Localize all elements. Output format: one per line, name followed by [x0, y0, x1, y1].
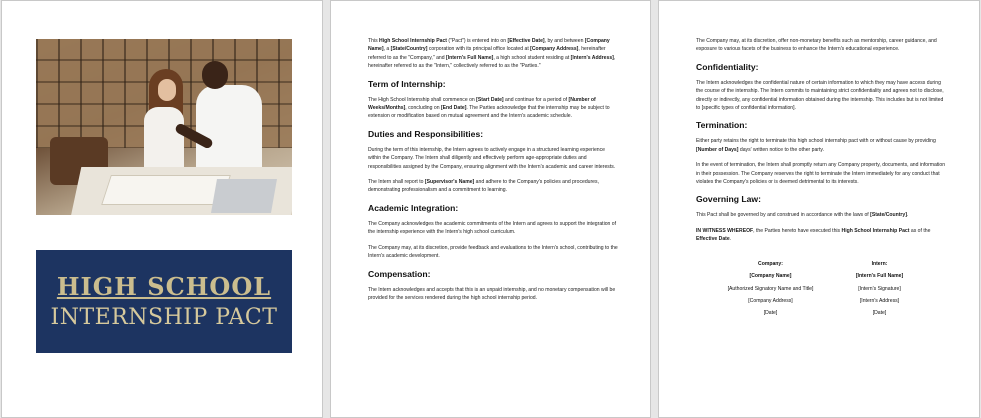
company-name-field: [Company Name]	[749, 273, 792, 280]
company-signature-column	[716, 258, 825, 320]
intern-signature-field: [Intern's Signature]	[858, 285, 901, 292]
witness-paragraph: IN WITNESS WHEREOF, the Parties hereto have executed this High School Internship Pact as of the Effective Date.	[696, 227, 931, 243]
duties-paragraph-2: The Intern shall report to [Supervisor's Name] and adhere to the Company's policies and procedures, demonstrating professionalism and a commitment to learning.	[368, 179, 599, 194]
cover-title-block	[36, 250, 292, 353]
compensation-paragraph-2: The Company may, at its discretion, offer non-monetary benefits such as mentorship, career guidance, and exposure to various facets of the business to enhance the Intern's educational experience.	[696, 38, 937, 53]
intro-paragraph: This High School Internship Pact ("Pact") is entered into on [Effective Date], by and between [Company Name], a [State/Country] corporation with its principal office located at [Company Address], hereinafter referred to as the "Company," and [Intern's Full Name], a high school student residing at [Intern's Address], hereinafter referred to as the "Intern," collectively referred to as the "Parties."	[368, 38, 616, 70]
intern-date-field: [Date]	[872, 310, 887, 317]
company-signatory-field: [Authorized Signatory Name and Title]	[727, 285, 814, 292]
document-page-cover	[1, 0, 323, 418]
confidentiality-paragraph: The Intern acknowledges the confidential nature of certain information to which they may have access during the course of the internship. The Intern commits to maintaining strict confidentiality and agrees not to disclose, directly or indirectly, any confidential information obtained during the internship. This includes but is not limited to [specific types of confidential information].	[696, 79, 944, 112]
section-heading-term: Term of Internship:	[368, 78, 446, 89]
academic-paragraph-2: The Company may, at its discretion, provide feedback and evaluations to the Intern's school, contributing to the Intern's academic development.	[368, 244, 618, 260]
intern-signature-heading: Intern:	[871, 260, 888, 267]
signature-block	[696, 258, 946, 320]
section-heading-governing-law: Governing Law:	[696, 194, 761, 205]
governing-law-paragraph: This Pact shall be governed by and construed in accordance with the laws of [State/Country].	[696, 212, 909, 219]
compensation-paragraph-1: The Intern acknowledges and accepts that this is an unpaid internship, and no monetary compensation will be provided for the services rendered during the high school internship period.	[368, 286, 616, 301]
intern-address-field: [Intern's Address]	[859, 297, 900, 304]
company-signature-heading: Company:	[758, 260, 783, 267]
cover-title-line1: HIGH SCHOOL	[56, 272, 272, 301]
document-page-3	[658, 0, 980, 418]
duties-paragraph-1: During the term of this internship, the Intern agrees to actively engage in a structured learning experience within the Company. The Intern shall diligently and effectively perform age-appropriate duties and responsibilities assigned by the Company, ensuring alignment with the Intern's academic and career interests.	[368, 146, 616, 170]
academic-paragraph-1: The Company acknowledges the academic commitments of the Intern and agrees to support the integration of the internship experience with the Intern's high school curriculum.	[368, 220, 617, 236]
section-heading-academic: Academic Integration:	[368, 202, 459, 213]
intern-signature-column	[825, 258, 934, 320]
company-date-field: [Date]	[763, 310, 778, 317]
intern-name-field: [Intern's Full Name]	[855, 273, 904, 280]
termination-paragraph-2: In the event of termination, the Intern shall promptly return any Company property, documents, and information in their possession. The Company reserves the right to terminate the Intern immediately for any conduct that violates the Company's policies or is deemed detrimental to its interests.	[696, 162, 946, 186]
section-heading-compensation: Compensation:	[368, 268, 431, 279]
cover-title-line2: INTERNSHIP PACT	[50, 305, 278, 330]
section-heading-termination: Termination:	[696, 120, 748, 131]
company-address-field: [Company Address]	[748, 297, 793, 304]
term-paragraph: The High School Internship shall commence on [Start Date] and continue for a period of [Number of Weeks/Months], concluding on [End Date]. The Parties acknowledge that the internship may be subject to extension or modification based on mutual agreement and the Intern's academic schedule.	[368, 96, 610, 120]
cover-photo	[36, 39, 292, 215]
section-heading-duties: Duties and Responsibilities:	[368, 128, 484, 139]
section-heading-confidentiality: Confidentiality:	[696, 61, 759, 72]
termination-paragraph-1: Either party retains the right to terminate this high school internship pact with or without cause by providing [Number of Days] days' written notice to the other party.	[696, 138, 936, 153]
document-page-2	[330, 0, 651, 418]
